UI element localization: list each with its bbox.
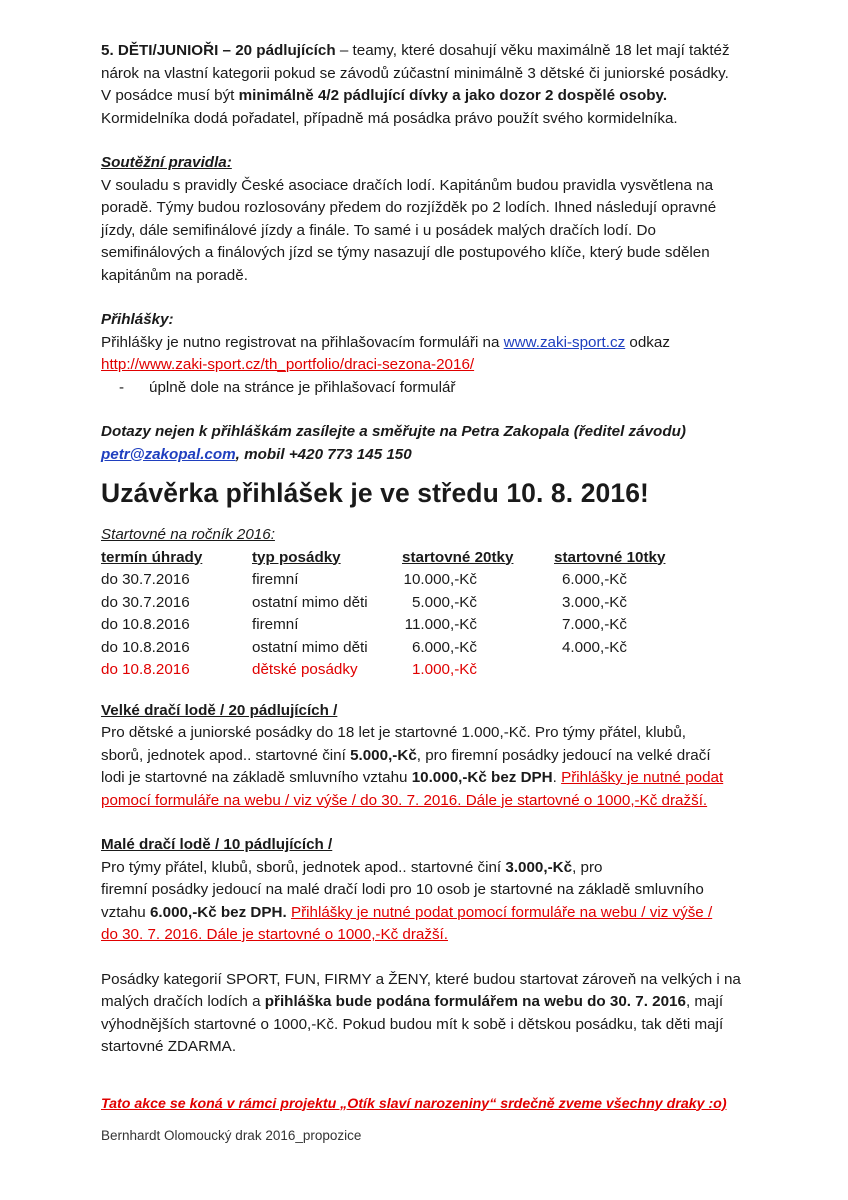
bullet-dash: - <box>119 378 125 396</box>
rules-section <box>101 152 751 287</box>
discount-condition: přihláška bude podána formulářem na webu do 30. 7. 2016 <box>264 993 686 1010</box>
big-boats-notice-line: pomocí formuláře na webu / viz výše / do 30. 7. 2016. Dále je startovné o 1000,-Kč dražší. <box>101 791 708 809</box>
fee-date: do 10.8.2016 <box>101 661 190 678</box>
table-row <box>101 637 694 660</box>
small-boats-text: vztahu <box>101 903 150 921</box>
category5-line1: – teamy, které dosahují věku maximálně 18 let mají taktéž <box>335 42 730 59</box>
fees-header-fee20: startovné 20tky <box>402 548 514 566</box>
small-boats-text: Pro týmy přátel, klubů, sborů, jednotek apod.. startovné činí <box>101 858 506 876</box>
table-row <box>101 614 694 637</box>
big-boats-fee: 5.000,-Kč <box>350 746 417 764</box>
contact-phone: , mobil +420 773 145 150 <box>235 445 412 463</box>
registration-heading: Přihlášky: <box>101 311 174 328</box>
table-row <box>101 659 694 682</box>
page-footer: Bernhardt Olomoucký drak 2016_propozice <box>101 1128 362 1143</box>
fee-date: do 10.8.2016 <box>101 616 190 633</box>
registration-url-link[interactable]: http://www.zaki-sport.cz/th_portfolio/draci-sezona-2016/ <box>101 356 475 373</box>
fees-header-fee10: startovné 10tky <box>554 548 666 566</box>
fee-date: do 10.8.2016 <box>101 638 190 656</box>
rules-heading: Soutěžní pravidla: <box>101 154 232 171</box>
small-boats-notice: Přihlášky je nutné podat pomocí formuláře na webu / viz výše / <box>290 903 713 921</box>
fee-20: 1.000,-Kč <box>411 661 477 678</box>
fee-10: 6.000,-Kč <box>561 571 627 588</box>
registration-section <box>101 309 751 399</box>
registration-text-end: odkaz <box>625 333 670 351</box>
category5-line3a: V posádce musí být <box>101 87 239 104</box>
fee-10: 7.000,-Kč <box>561 616 627 633</box>
discount-line: výhodnějších startovné o 1000,-Kč. Pokud budou mít k sobě i dětskou posádku, tak děti mají <box>101 1015 724 1033</box>
contact-section <box>101 421 751 466</box>
site-link[interactable]: www.zaki-sport.cz <box>503 333 626 351</box>
closing-invitation: Tato akce se koná v rámci projektu „Otík slaví narozeniny“ srdečně zveme všechny draky :o) <box>101 1095 727 1112</box>
category5-line3b: minimálně 4/2 pádlující dívky a jako dozor 2 dospělé osoby. <box>238 87 668 104</box>
big-boats-heading: Velké dračí lodě / 20 pádlujících / <box>101 701 338 719</box>
rules-line: V souladu s pravidly České asociace dračích lodí. Kapitánům budou pravidla vysvětlena na <box>101 176 714 194</box>
deadline-heading: Uzávěrka přihlášek je ve středu 10. 8. 2016! <box>101 478 649 508</box>
small-boats-heading: Malé dračí lodě / 10 pádlujících / <box>101 836 333 853</box>
discount-text: , mají <box>685 993 724 1010</box>
fee-type: ostatní mimo děti <box>252 593 368 611</box>
rules-line: kapitánům na poradě. <box>101 266 248 284</box>
big-boats-text: . <box>552 769 562 786</box>
big-boats-text: sborů, jednotek apod.. startovné činí <box>101 746 351 764</box>
category5-line2: nárok na vlastní kategorii pokud se závodů zúčastní minimálně 3 dětské či juniorské posádky. <box>101 64 729 82</box>
table-row <box>101 569 694 592</box>
fees-header-type: typ posádky <box>252 548 341 566</box>
table-row <box>101 592 694 615</box>
category5-lead: 5. DĚTI/JUNIOŘI – 20 pádlujících <box>101 42 336 59</box>
big-boats-line: Pro dětské a juniorské posádky do 18 let je startovné 1.000,-Kč. Pro týmy přátel, klubů, <box>101 724 687 741</box>
fee-type: dětské posádky <box>252 661 358 678</box>
contact-line: Dotazy nejen k přihláškám zasílejte a směřujte na Petra Zakopala (ředitel závodu) <box>101 423 686 440</box>
fees-table <box>101 547 694 682</box>
fee-type: firemní <box>252 571 299 588</box>
small-boats-corp-fee: 6.000,-Kč bez DPH. <box>149 903 287 921</box>
category5-line4: Kormidelníka dodá pořadatel, případně má posádka právo použít svého kormidelníka. <box>101 109 678 127</box>
fee-date: do 30.7.2016 <box>101 571 190 588</box>
discount-line: Posádky kategorií SPORT, FUN, FIRMY a ŽENY, které budou startovat zároveň na velkých i na <box>101 970 741 988</box>
fee-20: 10.000,-Kč <box>403 571 477 588</box>
fee-20: 11.000,-Kč <box>404 616 477 633</box>
big-boats-notice: Přihlášky je nutné podat <box>561 769 724 786</box>
fees-header-row <box>101 547 694 570</box>
small-boats-notice-line: do 30. 7. 2016. Dále je startovné o 1000,-Kč dražší. <box>101 926 448 943</box>
fees-section <box>101 524 751 682</box>
discount-text: malých dračích lodích a <box>101 993 265 1010</box>
small-boats-text: , pro <box>572 858 603 876</box>
big-boats-text: lodi je startovné na základě smluvního vztahu <box>101 769 412 786</box>
discount-section <box>101 969 751 1059</box>
small-boats-fee: 3.000,-Kč <box>505 858 573 876</box>
small-boats-section <box>101 834 751 947</box>
registration-text: Přihlášky je nutno registrovat na přihlašovacím formuláři na <box>101 333 504 351</box>
fee-10: 4.000,-Kč <box>561 638 627 656</box>
category5-section <box>101 40 751 130</box>
big-boats-text: , pro firemní posádky jedoucí na velké dračí <box>416 746 711 764</box>
registration-bullet: úplně dole na stránce je přihlašovací formulář <box>149 378 456 396</box>
fees-title: Startovné na ročník 2016: <box>101 526 275 543</box>
fees-header-date: termín úhrady <box>101 548 203 566</box>
fee-10: 3.000,-Kč <box>561 593 627 611</box>
fee-20: 5.000,-Kč <box>411 593 477 611</box>
big-boats-section <box>101 700 751 813</box>
fee-type: ostatní mimo děti <box>252 638 368 656</box>
document-body <box>101 40 751 1115</box>
fee-type: firemní <box>252 616 299 633</box>
fee-date: do 30.7.2016 <box>101 593 190 611</box>
contact-email-link[interactable]: petr@zakopal.com <box>101 445 236 463</box>
rules-line: poradě. Týmy budou rozlosovány předem do rozjížděk po 2 lodích. Ihned následují opravné <box>101 199 717 216</box>
rules-line: jízdy, dále semifinálové jízdy a finále. To samé i u posádek malých dračích lodí. Do <box>101 221 656 239</box>
discount-line: startovné ZDARMA. <box>101 1038 237 1055</box>
big-boats-corp-fee: 10.000,-Kč bez DPH <box>411 769 553 786</box>
rules-line: semifinálových a finálových jízd se týmy nasazují dle postupového klíče, který bude sdělen <box>101 244 710 261</box>
fee-20: 6.000,-Kč <box>411 638 477 656</box>
small-boats-line: firemní posádky jedoucí na malé dračí lodi pro 10 osob je startovné na základě smluvního <box>101 881 704 898</box>
